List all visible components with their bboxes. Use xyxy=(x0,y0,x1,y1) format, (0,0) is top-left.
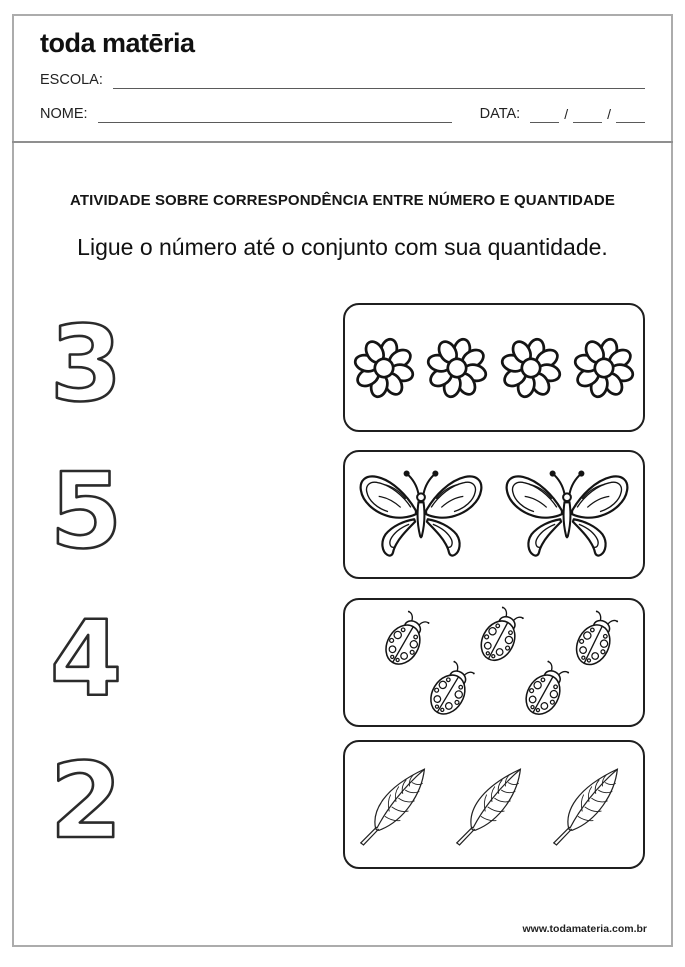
number-text: 2 xyxy=(49,746,123,846)
leaf-icon xyxy=(450,761,538,849)
ladybug-icon xyxy=(411,650,489,732)
date-month-blank xyxy=(573,107,602,123)
matching-row xyxy=(14,740,671,869)
date-day-blank xyxy=(530,107,559,123)
matching-row xyxy=(14,303,671,432)
flower-icon xyxy=(497,334,565,402)
name-label: NOME: xyxy=(40,106,88,122)
footer-url: www.todamateria.com.br xyxy=(522,923,647,935)
outline-number xyxy=(36,604,136,704)
flower-icon xyxy=(350,334,418,402)
item-set-box-ladybug xyxy=(343,598,645,727)
date-slash: / xyxy=(607,106,611,122)
outline-number xyxy=(36,309,136,409)
matching-row xyxy=(14,450,671,579)
header-divider xyxy=(12,141,673,143)
school-blank-line xyxy=(113,73,645,89)
flower-icon xyxy=(423,334,491,402)
butterfly-icon xyxy=(497,460,637,570)
name-blank-line xyxy=(98,107,452,123)
name-date-field-row xyxy=(40,106,645,123)
number-text: 5 xyxy=(49,456,123,556)
date-year-blank xyxy=(616,107,645,123)
leaf-icon xyxy=(547,761,635,849)
date-slash: / xyxy=(564,106,569,122)
item-set-box-butterfly xyxy=(343,450,645,579)
item-set-box-leaf xyxy=(343,740,645,869)
number-text: 4 xyxy=(49,604,123,704)
school-field-row xyxy=(40,72,645,89)
butterfly-icon xyxy=(351,460,491,570)
leaf-icon xyxy=(354,761,442,849)
activity-instruction: Ligue o número até o conjunto com sua quantidade. xyxy=(77,234,608,260)
item-set-box-flower xyxy=(343,303,645,432)
number-text: 3 xyxy=(49,309,123,409)
matching-row xyxy=(14,598,671,727)
school-label: ESCOLA: xyxy=(40,72,103,88)
ladybug-icon xyxy=(462,597,538,678)
date-label: DATA: xyxy=(479,106,521,122)
flower-icon xyxy=(570,334,638,402)
worksheet-page xyxy=(12,14,673,947)
outline-number xyxy=(36,456,136,556)
toda-materia-logo: toda matēria xyxy=(40,28,195,58)
outline-number xyxy=(36,746,136,846)
activity-title: ATIVIDADE SOBRE CORRESPONDÊNCIA ENTRE NÚMERO E QUANTIDADE xyxy=(70,192,615,209)
